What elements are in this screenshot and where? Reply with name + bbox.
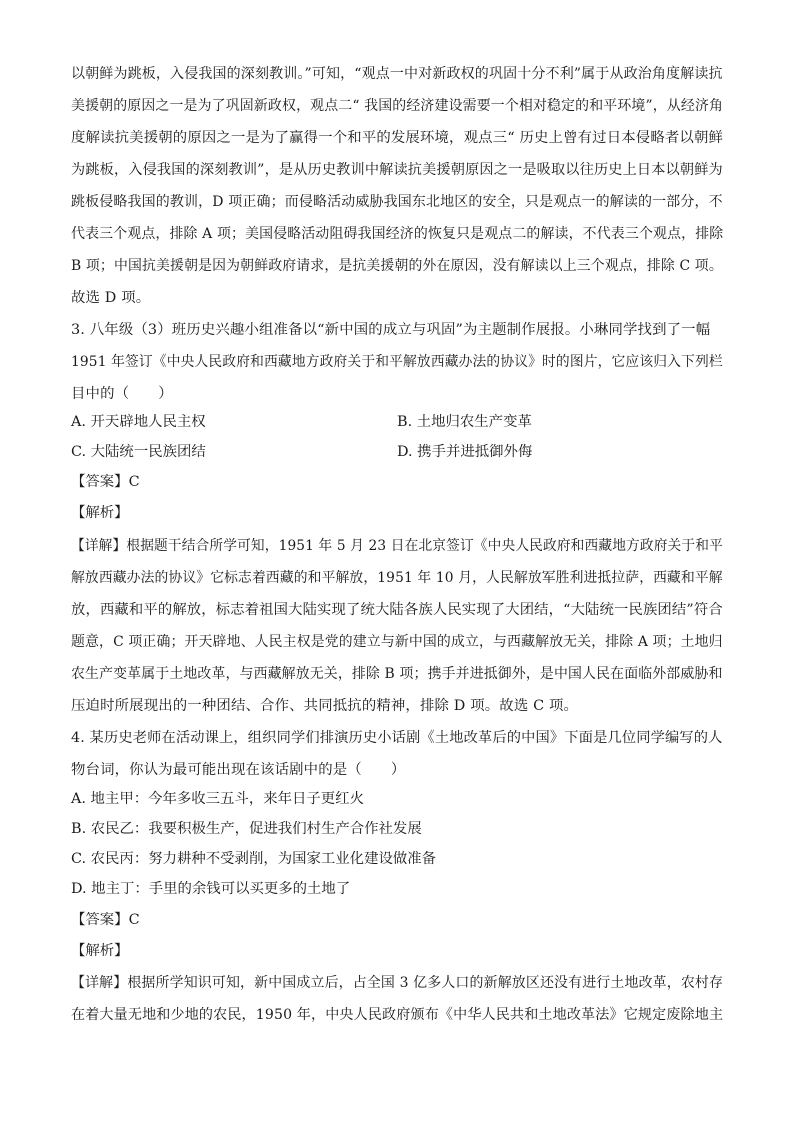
question-stem: 物台词，你认为最可能出现在该话剧中的是（ ）: [71, 762, 406, 778]
text-line: 跳板侵略我国的教训，D 项正确；而侵略活动威胁我国东北地区的安全，只是观点一的解读的一部分，不: [71, 194, 723, 210]
text-line: 美援朝的原因之一是为了巩固新政权，观点二“ 我国的经济建设需要一个相对稳定的和平环境”，从经济角: [71, 98, 724, 114]
text-line: 度解读抗美援朝的原因之一是为了赢得一个和平的发展环境，观点三“ 历史上曾有过日本侵略者以朝鲜: [71, 130, 724, 146]
answer-label: 【答案】C: [71, 912, 140, 928]
detail-line: 【详解】根据题干结合所学可知，1951 年 5 月 23 日在北京签订《中央人民政府和西藏地方政府关于和平: [71, 538, 723, 554]
text-line: 故选 D 项。: [71, 290, 151, 306]
detail-line: 压迫时所展现出的一种团结、合作、共同抵抗的精神，排除 D 项。故选 C 项。: [71, 698, 579, 714]
question-stem: 1951 年签订《中央人民政府和西藏地方政府关于和平解放西藏办法的协议》时的图片，它应该归入下列栏: [71, 354, 723, 370]
detail-line: 题意，C 项正确；开天辟地、人民主权是党的建立与新中国的成立，与西藏解放无关，排除 A 项；土地归: [71, 634, 723, 650]
answer-label: 【答案】C: [71, 474, 140, 490]
detail-line: 在着大量无地和少地的农民，1950 年，中央人民政府颁布《中华人民共和土地改革法》它规定废除地主: [71, 1007, 724, 1023]
option-a: A. 地主甲：今年多收三五斗，来年日子更红火: [71, 791, 364, 807]
detail-line: 农生产变革属于土地改革，与西藏解放无关，排除 B 项；携手并进抵御外，是中国人民在面临外部威胁和: [71, 666, 723, 682]
option-b: B. 农民乙：我要积极生产，促进我们村生产合作社发展: [71, 821, 422, 837]
analysis-label: 【解析】: [71, 505, 129, 521]
text-line: 为跳板，入侵我国的深刻教训”，是从历史教训中解读抗美援朝原因之一是吸取以往历史上日本以朝鲜为: [71, 162, 723, 178]
option-d: D. 携手并进抵御外侮: [397, 444, 533, 460]
analysis-label: 【解析】: [71, 943, 129, 959]
text-line: 代表三个观点，排除 A 项；美国侵略活动阻碍我国经济的恢复只是观点二的解读，不代表三个观点，排除: [71, 226, 724, 242]
question-stem: 3. 八年级（3）班历史兴趣小组准备以“新中国的成立与巩固”为主题制作展报。小琳同学找到了一幅: [71, 322, 711, 338]
question-stem: 目中的（ ）: [71, 386, 173, 402]
text-line: 以朝鲜为跳板，入侵我国的深刻教训。”可知，“观点一中对新政权的巩固十分不利”属于从政治角度解读抗: [71, 66, 723, 82]
detail-line: 解放西藏办法的协议》它标志着西藏的和平解放，1951 年 10 月，人民解放军胜利进抵拉萨，西藏和平解: [71, 570, 723, 586]
option-b: B. 土地归农生产变革: [397, 414, 532, 430]
text-line: B 项；中国抗美援朝是因为朝鲜政府请求，是抗美援朝的外在原因，没有解读以上三个观点，排除 C 项。: [71, 258, 723, 274]
detail-line: 放，西藏和平的解放，标志着祖国大陆实现了统大陆各族人民实现了大团结，“大陆统一民族团结”符合: [71, 602, 723, 618]
detail-line: 【详解】根据所学知识可知，新中国成立后，占全国 3 亿多人口的新解放区还没有进行土地改革，农村存: [71, 975, 724, 991]
option-c: C. 大陆统一民族团结: [71, 444, 206, 460]
option-d: D. 地主丁：手里的余钱可以买更多的土地了: [71, 881, 351, 897]
question-stem: 4. 某历史老师在活动课上，组织同学们排演历史小话剧《土地改革后的中国》下面是几位同学编写的人: [71, 730, 723, 746]
option-c: C. 农民丙：努力耕种不受剥削，为国家工业化建设做准备: [71, 851, 437, 867]
option-a: A. 开天辟地人民主权: [71, 414, 206, 430]
